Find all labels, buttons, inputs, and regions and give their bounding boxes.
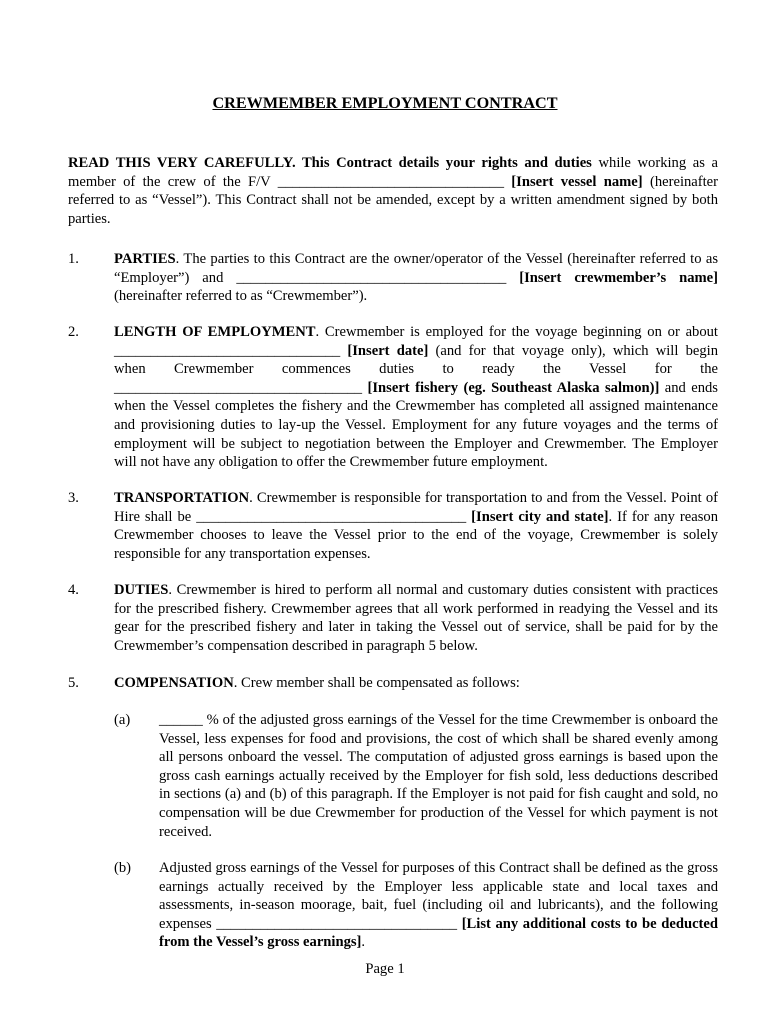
section-number: 1. [68,251,79,267]
crewmember-name-hint: [Insert crewmember’s name] [506,269,718,286]
intro-text-2: (hereinafter referred to as “Vessel”). This Contract shall not be amended, except by a written amendment signed by both parties. [68,173,719,227]
vessel-name-blank[interactable]: _______________________________ [277,173,504,190]
subsection-text: Adjusted gross earnings of the Vessel for purposes of this Contract shall be defined as the gross earnings actually received by the Employer less applicable state and local taxes and assessments, in-season moorage, bait, fuel (including oil and lubricants), and the following expenses [159,860,718,932]
section-heading: TRANSPORTATION [114,490,250,506]
section-heading: PARTIES [114,251,176,267]
section-duties [68,581,718,655]
section-transportation [68,489,718,563]
intro-lead: READ THIS VERY CAREFULLY. This Contract details your rights and duties [68,155,592,171]
point-of-hire-blank[interactable]: _____________________________________ [196,508,467,525]
section-text: . Crew member shall be compensated as follows: [233,675,520,691]
section-text: . Crewmember is responsible for transportation to and from the Vessel. Point of Hire shall be [114,490,718,525]
section-heading: COMPENSATION [114,675,234,691]
section-length-of-employment [68,323,718,472]
subsection-text: ______ % of the adjusted gross earnings of the Vessel for the time Crewmember is onboard the Vessel, less expenses for food and provisions, the cost of which shall be shared evenly among all persons onboard the vessel. The computation of adjusted gross earnings is based upon the gross cash earnings actually received by the Employer for fish sold, less deductions described in sections (a) and (b) of this paragraph. If the Employer is not paid for fish caught and sold, no compensation will be due Crewmember for production of the Vessel for which payment is not received. [159,712,718,840]
document-title: CREWMEMBER EMPLOYMENT CONTRACT [212,94,558,112]
section-number: 4. [68,582,79,598]
page-number: Page 1 [365,961,405,977]
section-text: . The parties to this Contract are the owner/operator of the Vessel (hereinafter referred to as “Employer”) and [114,251,718,286]
section-compensation [68,674,718,693]
start-date-hint: [Insert date] [340,342,429,359]
point-of-hire-hint: [Insert city and state] [466,508,609,525]
subsection-label: (b) [114,860,132,876]
crewmember-name-blank[interactable]: _____________________________________ [236,269,507,286]
section-text: and ends when the Vessel completes the fishery and the Crewmember has completed all assigned maintenance and provisioning duties to lay-up the Vessel. Employment for any future voyages and the terms of employment will be subject to negotiation between the Employer and Crewmember. The Employer will not have any obligation to offer the Crewmember future employment. [114,379,718,471]
section-number: 3. [68,490,79,506]
section-text: when Crewmember commences duties to ready the Vessel for the [114,361,718,378]
section-text: . Crewmember is hired to perform all normal and customary duties consistent with practices for the prescribed fishery. Crewmember agrees that all work performed in readying the Vessel and its gear for the prescribed fishery and later in taking the Vessel out of service, shall be paid for by the Crewmember’s compensation described in paragraph 5 below. [114,582,718,654]
section-number: 2. [68,324,79,340]
intro-paragraph [68,154,718,228]
additional-costs-hint: [List any additional costs to be deducted from the Vessel’s gross earnings] [159,915,718,951]
start-date-blank[interactable]: _______________________________ [114,342,341,359]
section-text: . Crewmember is employed for the voyage beginning on or about [315,324,718,340]
section-parties [68,250,718,306]
section-number: 5. [68,675,79,691]
subsection-text: . [361,934,366,951]
intro-text-1: while working as a member of the crew of the F/V [68,155,718,190]
fishery-blank[interactable]: __________________________________ [114,379,363,396]
section-text: (hereinafter referred to as “Crewmember”). [114,288,368,305]
section-text: (and for that voyage only), which will begin [428,342,718,359]
subsection-b [114,859,718,952]
section-heading: DUTIES [114,582,169,598]
additional-costs-blank[interactable]: _________________________________ [216,915,458,932]
fishery-hint: [Insert fishery (eg. Southeast Alaska salmon)] [362,379,660,396]
section-text: . If for any reason Crewmember chooses to leave the Vessel prior to the end of the voyage, Crewmember is solely responsible for any transportation expenses. [114,508,718,562]
subsection-label: (a) [114,712,131,728]
section-heading: LENGTH OF EMPLOYMENT [114,324,316,340]
subsection-a [114,711,718,841]
vessel-name-hint: [Insert vessel name] [503,173,643,190]
